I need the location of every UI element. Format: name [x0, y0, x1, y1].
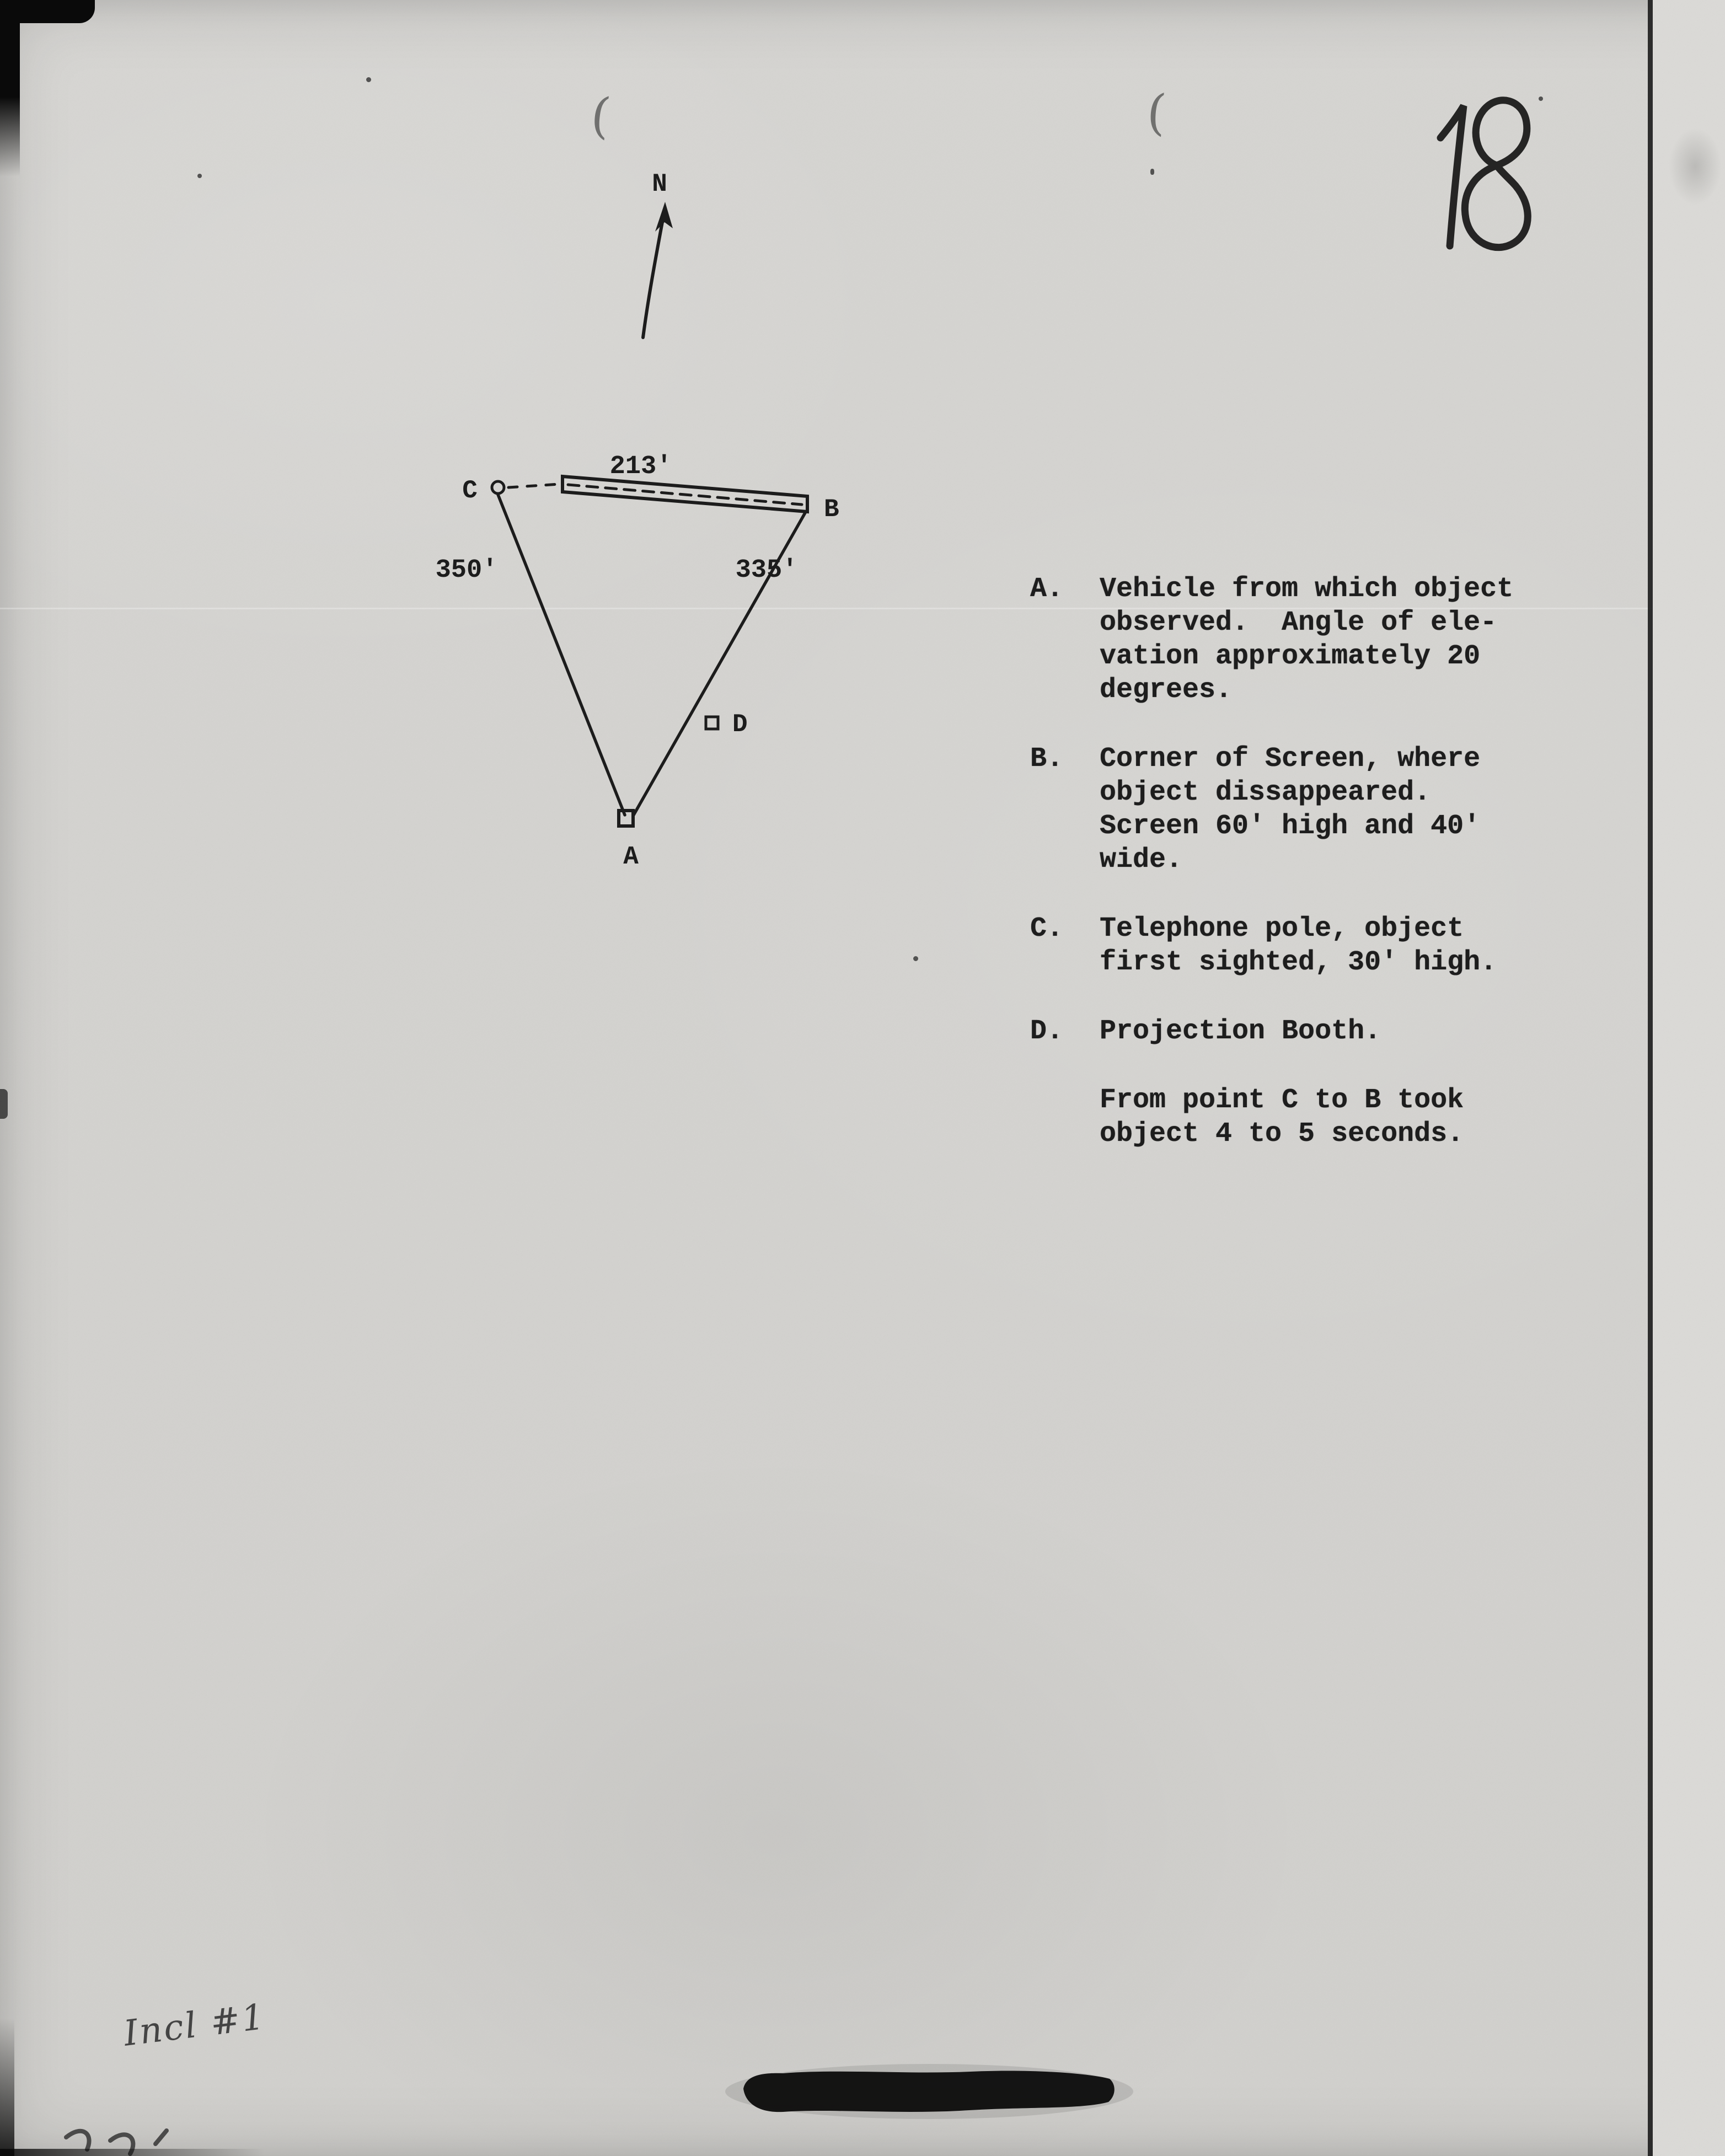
- dashed-link-c-to-screen: [508, 484, 559, 487]
- legend-key: B.: [1030, 743, 1064, 775]
- legend: [1030, 572, 1538, 1151]
- legend-text: [1100, 572, 1513, 707]
- digit-one-stroke: [1440, 106, 1464, 246]
- legend-item-a: [1030, 572, 1538, 707]
- speck: [366, 77, 371, 82]
- legend-text: [1100, 1015, 1381, 1048]
- legend-line: observed. Angle of ele-: [1100, 607, 1497, 639]
- point-a-symbol: [619, 811, 633, 826]
- speck: [913, 956, 918, 961]
- point-c-symbol: [492, 481, 504, 494]
- screen-length-label: 213': [609, 452, 672, 481]
- point-c-label: C: [462, 476, 478, 505]
- scan-edge-bottom: [0, 2149, 265, 2156]
- legend-key: D.: [1030, 1016, 1064, 1047]
- legend-item-c: [1030, 912, 1538, 979]
- legend-note-line: object 4 to 5 seconds.: [1100, 1118, 1464, 1150]
- right-distance-label: 335': [735, 556, 798, 585]
- scan-right-fold-line: [1648, 0, 1653, 2156]
- screen-bar: [562, 476, 807, 512]
- handwritten-incl-note: Incl #1: [121, 1996, 269, 2055]
- edge-scribble-stroke: [156, 2131, 167, 2144]
- stray-paren-mark: (: [588, 86, 613, 145]
- digit-eight-stroke: [1465, 100, 1528, 248]
- point-b-label: B: [824, 495, 839, 524]
- legend-note: [1100, 1084, 1538, 1151]
- edge-scribble-stroke: [66, 2131, 89, 2149]
- redaction-smudge: [725, 2064, 1133, 2119]
- smudge-halo: [725, 2064, 1133, 2119]
- left-distance-label: 350': [435, 556, 498, 585]
- speck: [1150, 169, 1154, 175]
- legend-line: object dissappeared.: [1100, 777, 1431, 808]
- speck: [1539, 96, 1543, 101]
- legend-line: Corner of Screen, where: [1100, 743, 1481, 775]
- legend-line: first sighted, 30' high.: [1100, 947, 1497, 978]
- north-arrow-head: [655, 202, 673, 232]
- north-label: N: [652, 170, 667, 199]
- legend-text: [1100, 912, 1497, 979]
- legend-key: A.: [1030, 573, 1064, 605]
- scan-right-smudge: [1669, 128, 1722, 205]
- legend-text: [1100, 742, 1480, 877]
- north-arrow: [643, 170, 673, 337]
- scan-right-margin: [1653, 0, 1725, 2156]
- legend-note-line: From point C to B took: [1100, 1085, 1464, 1116]
- legend-line: Screen 60' high and 40': [1100, 811, 1481, 842]
- legend-line: Projection Booth.: [1100, 1016, 1381, 1047]
- scan-edge-left-strip: [0, 0, 20, 176]
- sight-line-c-to-a: [498, 495, 625, 815]
- legend-line: Vehicle from which object: [1100, 573, 1514, 605]
- speck: [197, 174, 202, 178]
- legend-item-d: [1030, 1015, 1538, 1048]
- point-d-label: D: [732, 710, 748, 739]
- sight-line-b-to-a: [634, 513, 805, 815]
- legend-line: Telephone pole, object: [1100, 913, 1464, 945]
- legend-key: C.: [1030, 913, 1064, 945]
- point-a-label: A: [623, 843, 639, 871]
- handwritten-page-number: [1440, 100, 1528, 248]
- legend-item-b: [1030, 742, 1538, 877]
- point-d-symbol: [706, 717, 718, 729]
- legend-line: vation approximately 20: [1100, 641, 1481, 672]
- smudge-body: [743, 2071, 1115, 2112]
- legend-line: wide.: [1100, 844, 1183, 876]
- north-arrow-shaft: [643, 216, 663, 337]
- legend-line: degrees.: [1100, 674, 1233, 706]
- scan-edge-left-tick: [0, 1089, 8, 1119]
- scan-edge-corner-bottom-left: [0, 2018, 14, 2156]
- stray-paren-mark: (: [1145, 83, 1168, 142]
- screen-bar-centerline: [568, 485, 802, 505]
